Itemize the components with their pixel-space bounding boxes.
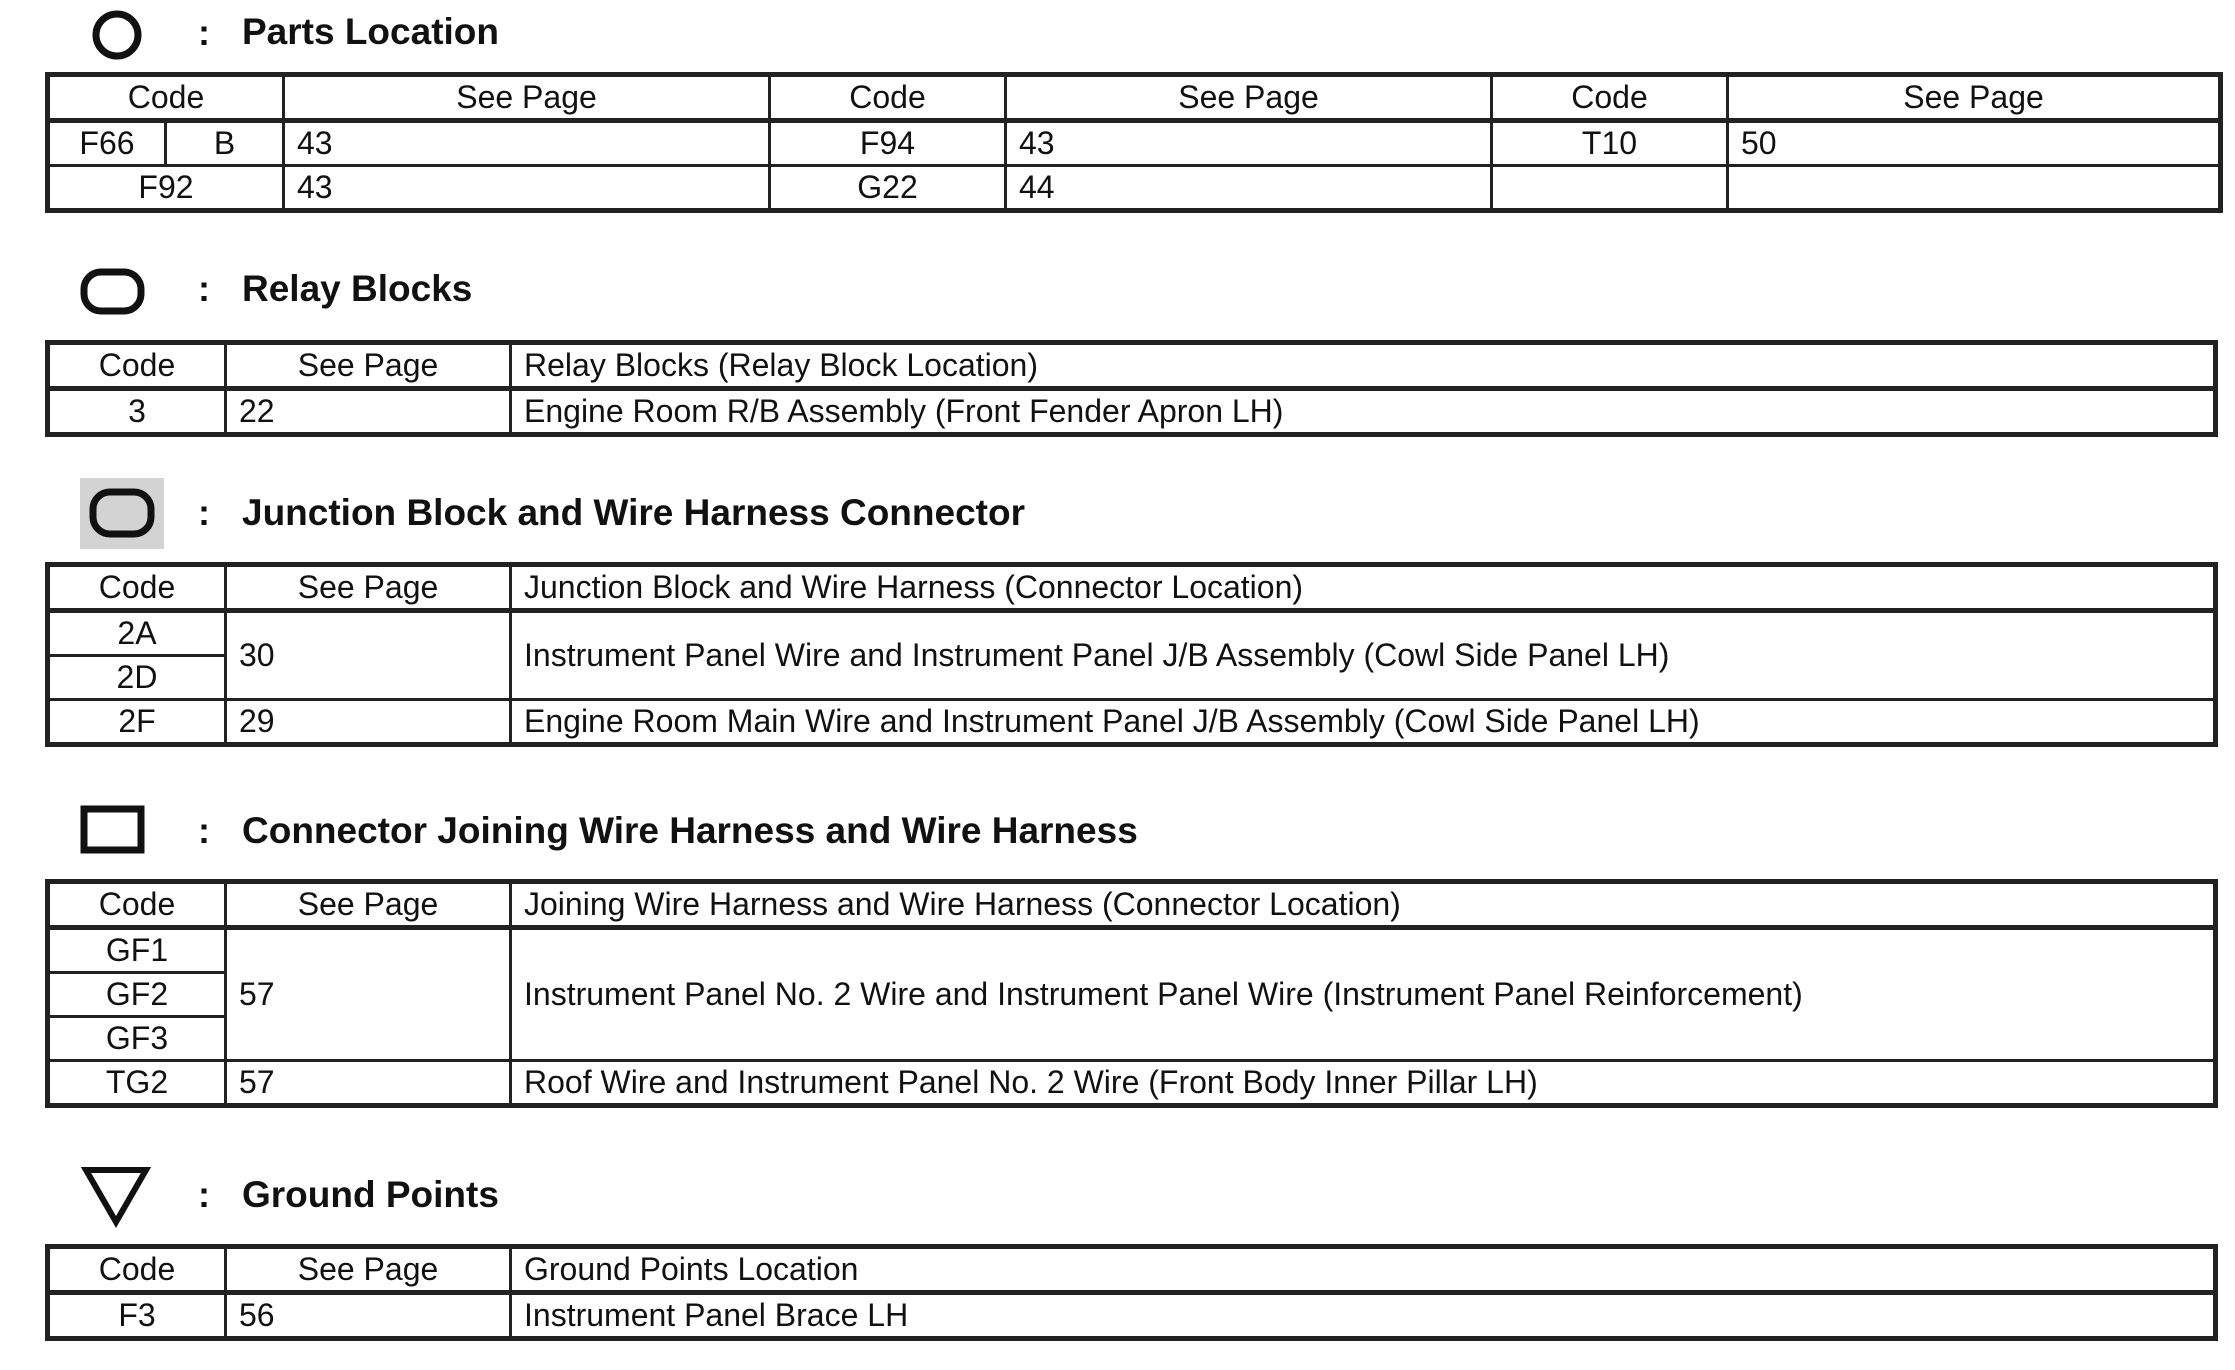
code-cell: F94 [770,121,1006,166]
column-header: See Page [226,565,511,611]
code-cell: 3 [48,389,226,435]
heading-colon: : [198,492,210,533]
relay-blocks-table [45,340,2218,437]
page-cell: 56 [226,1293,511,1339]
column-header: See Page [1006,75,1492,121]
triangle-icon [80,1164,152,1230]
description-cell: Roof Wire and Instrument Panel No. 2 Wire (Front Body Inner Pillar LH) [511,1061,2216,1106]
table-row [48,1293,2216,1339]
column-header: Junction Block and Wire Harness (Connector Location) [511,565,2216,611]
parts-location-table [45,72,2223,213]
column-header: Code [770,75,1006,121]
parts-location-heading [0,0,2235,80]
table-row [48,1061,2216,1106]
sub-code-cell: B [166,121,284,166]
heading-colon: : [198,810,210,851]
page-cell: 30 [226,611,511,700]
column-header: Code [48,565,226,611]
column-header: Code [1492,75,1728,121]
page-cell: 57 [226,1061,511,1106]
column-header: Joining Wire Harness and Wire Harness (Connector Location) [511,882,2216,928]
junction-block-table [45,562,2218,747]
column-header: Code [48,343,226,389]
code-cell: 2D [48,656,226,700]
column-header: See Page [226,1247,511,1293]
page-cell [1728,166,2221,211]
description-cell: Instrument Panel Wire and Instrument Panel J/B Assembly (Cowl Side Panel LH) [511,611,2216,700]
description-cell: Instrument Panel No. 2 Wire and Instrument Panel Wire (Instrument Panel Reinforcement) [511,928,2216,1061]
table-row [48,389,2216,435]
code-cell [1492,166,1728,211]
column-header: Code [48,1247,226,1293]
heading-colon: : [198,12,210,53]
column-header: See Page [226,882,511,928]
code-cell: GF1 [48,928,226,973]
shaded-rounded-rectangle-icon [88,486,156,540]
section-title: Ground Points [242,1174,499,1215]
table-header-row [48,343,2216,389]
column-header: See Page [226,343,511,389]
table-header-row [48,565,2216,611]
code-cell: GF2 [48,973,226,1017]
relay-blocks-heading [0,258,2235,338]
ground-points-table [45,1244,2218,1341]
code-cell: TG2 [48,1061,226,1106]
code-cell: F92 [48,166,284,211]
code-cell: GF3 [48,1017,226,1061]
rounded-rectangle-icon [80,267,146,317]
code-cell: T10 [1492,121,1728,166]
column-header: Relay Blocks (Relay Block Location) [511,343,2216,389]
table-row [48,611,2216,656]
section-title: Relay Blocks [242,268,473,309]
junction-block-heading [0,478,2235,558]
description-cell: Engine Room Main Wire and Instrument Panel J/B Assembly (Cowl Side Panel LH) [511,700,2216,745]
table-row [48,928,2216,973]
code-cell: F66 [48,121,166,166]
column-header: Code [48,75,284,121]
ground-points-heading [0,1160,2235,1240]
column-header: See Page [284,75,770,121]
table-row [48,700,2216,745]
section-title: Parts Location [242,11,499,52]
table-header-row [48,882,2216,928]
page-cell: 43 [284,121,770,166]
code-cell: G22 [770,166,1006,211]
page-cell: 43 [284,166,770,211]
table-header-row [48,1247,2216,1293]
description-cell: Engine Room R/B Assembly (Front Fender Apron LH) [511,389,2216,435]
description-cell: Instrument Panel Brace LH [511,1293,2216,1339]
circle-icon [90,8,144,62]
heading-colon: : [198,268,210,309]
page-cell: 44 [1006,166,1492,211]
column-header: Code [48,882,226,928]
rectangle-icon [80,804,146,856]
column-header: See Page [1728,75,2221,121]
column-header: Ground Points Location [511,1247,2216,1293]
page-cell: 22 [226,389,511,435]
connector-joining-heading [0,796,2235,876]
table-row [48,121,2221,166]
heading-colon: : [198,1174,210,1215]
connector-joining-table [45,879,2218,1108]
page-cell: 43 [1006,121,1492,166]
page-cell: 50 [1728,121,2221,166]
table-header-row [48,75,2221,121]
code-cell: 2F [48,700,226,745]
section-title: Junction Block and Wire Harness Connector [242,492,1025,533]
code-cell: F3 [48,1293,226,1339]
page-cell: 29 [226,700,511,745]
code-cell: 2A [48,611,226,656]
section-title: Connector Joining Wire Harness and Wire Harness [242,810,1138,851]
page-cell: 57 [226,928,511,1061]
table-row [48,166,2221,211]
